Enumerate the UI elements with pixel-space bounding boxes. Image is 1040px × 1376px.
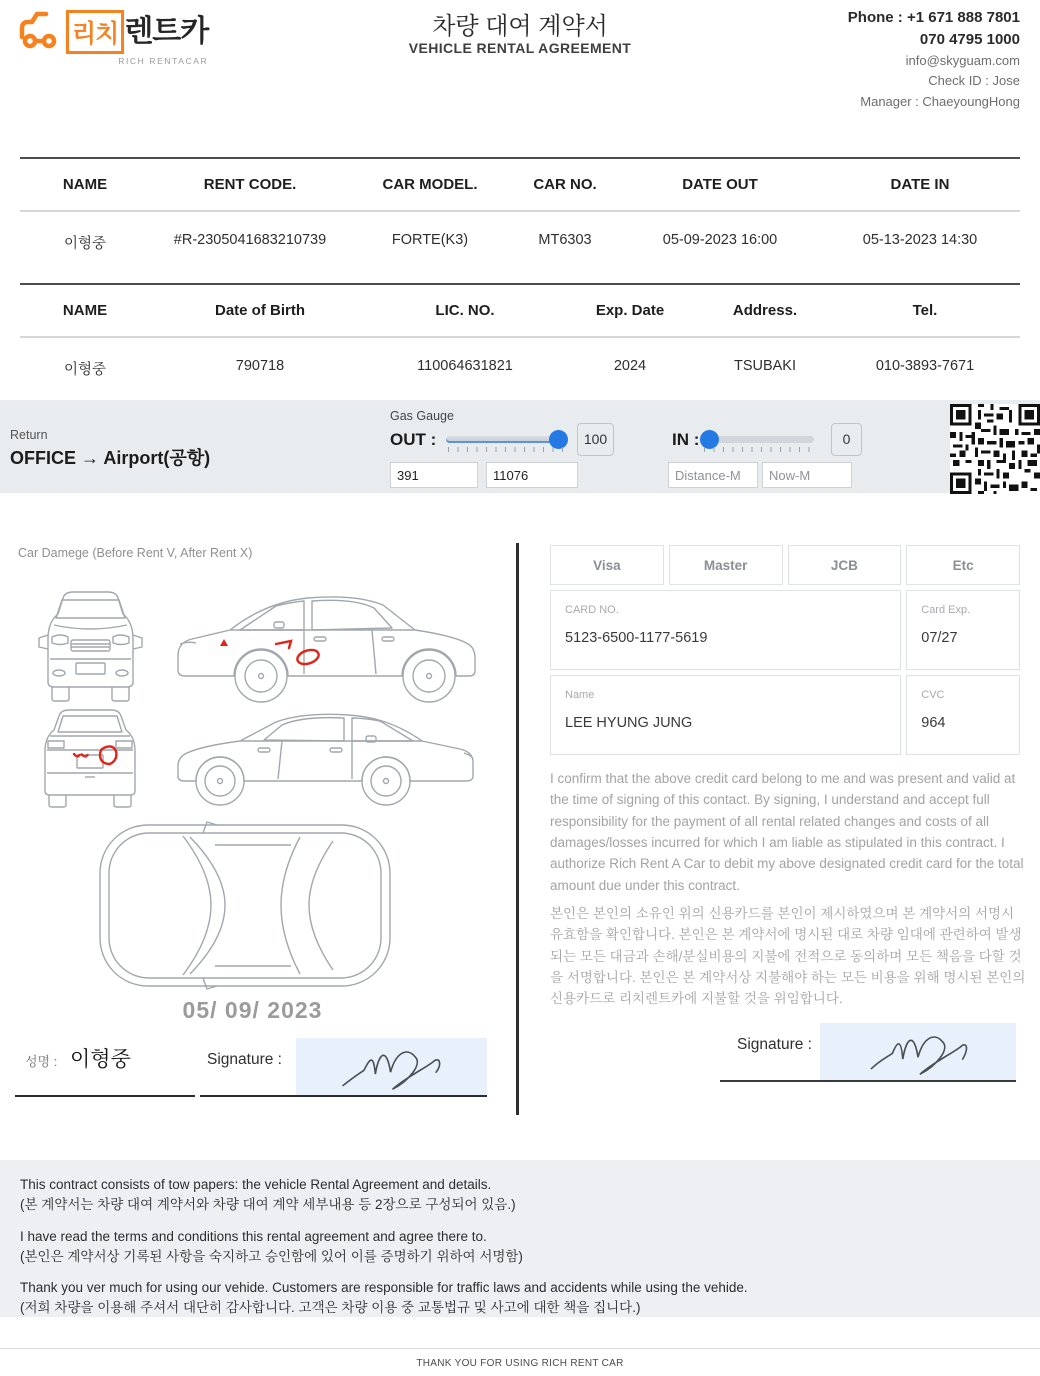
credit-card-panel — [550, 545, 1020, 755]
col-header: Tel. — [912, 302, 938, 319]
col-header: NAME — [62, 302, 108, 319]
date-in: 05-13-2023 14:30 — [862, 232, 978, 248]
terms-line-kr: (본인은 계약서상 기록된 사항을 숙지하고 승인함에 있어 이를 증명하기 위하여 서명함) — [20, 1248, 523, 1264]
name-label: 성명 : — [25, 1054, 58, 1069]
manager-name: Manager : ChaeyoungHong — [860, 94, 1020, 110]
col-header: CAR MODEL. — [382, 176, 478, 193]
column-divider — [516, 543, 519, 1115]
gauge-out-ticks — [448, 447, 566, 452]
car-front-view — [28, 583, 153, 703]
signature-pad-right[interactable] — [820, 1023, 1016, 1080]
col-header: NAME — [62, 176, 108, 193]
return-route: OFFICE → Airport(공항) — [10, 448, 211, 468]
terms-line-kr: (저희 차량을 이용해 주셔서 대단히 감사합니다. 고객은 차량 이용 중 교통법규 및 사고에 대한 책을 집니다.) — [20, 1300, 641, 1316]
rental-table-data-row — [20, 212, 1020, 273]
gauge-in-ticks — [704, 447, 816, 452]
signature-label-left: Signature : — [207, 1051, 282, 1068]
gas-gauge-label: Gas Gauge — [390, 409, 454, 423]
signature-stroke — [871, 1037, 966, 1074]
signature-underline-left — [200, 1095, 487, 1097]
col-header: RENT CODE. — [203, 176, 297, 193]
col-header: CAR NO. — [533, 176, 597, 193]
phone-number-2: 070 4795 1000 — [919, 30, 1020, 48]
driver-address: TSUBAKI — [733, 358, 797, 374]
card-number-label: CARD NO. — [565, 604, 619, 616]
driver-info-table — [20, 283, 1020, 399]
car-damage-label: Car Damege (Before Rent V, After Rent X) — [18, 546, 253, 560]
col-header: DATE IN — [890, 176, 950, 193]
return-label: Return — [10, 428, 48, 442]
thank-you-note: THANK YOU FOR USING RICH RENT CAR — [416, 1358, 624, 1369]
logo-text-kr-orange: 리치 — [66, 10, 124, 54]
gauge-in-label: IN : — [672, 430, 700, 449]
terms-line-en: I have read the terms and conditions this rental agreement and agree there to. — [20, 1228, 487, 1244]
signature-stroke — [343, 1052, 440, 1089]
terms-line-en: Thank you ver much for using our vehide. Customers are responsible for traffic laws and accidents while using the vehide. — [20, 1280, 748, 1295]
card-cvc-value: 964 — [921, 715, 946, 731]
card-exp-value: 07/27 — [921, 630, 958, 646]
email-address: info@skyguam.com — [905, 52, 1020, 68]
bottom-divider — [0, 1348, 1040, 1349]
out-distance-input[interactable] — [390, 462, 478, 488]
col-header: Address. — [732, 302, 798, 319]
card-number-field[interactable] — [550, 590, 901, 670]
card-type-tab-visa[interactable]: Visa — [550, 545, 664, 585]
car-rear-view — [30, 703, 150, 808]
check-id: Check ID : Jose — [928, 73, 1020, 89]
card-type-tab-jcb[interactable]: JCB — [788, 545, 902, 585]
phone-number-1: Phone : +1 671 888 7801 — [847, 9, 1020, 26]
date-of-birth: 790718 — [235, 358, 285, 374]
car-side-view-right — [170, 700, 480, 808]
confirmation-text-korean: 본인은 본인의 소유인 위의 신용카드를 본인이 제시하였으며 본 계약서의 서명시 유효함을 확인합니다. 본인은 본 계약서에 명시된 대로 차량 임대에 관련하여 발생되는 모든 대금과 손해/분실비용의 지불에 전적으로 동의하며 모든 책음을 다할 것을 서명합니다. 본인은 본 계약서상 지불해야 하는 모든 비용을 위해 명시된 본인의 신용카드로 리치렌트카에 지불할 것을 위임합니다. — [550, 906, 1026, 1007]
out-odometer-input[interactable] — [486, 462, 578, 488]
driver-table-data-row — [20, 338, 1020, 399]
gauge-in-value: 0 — [831, 423, 862, 456]
card-cvc-field[interactable] — [906, 675, 1020, 755]
logo-text-kr-black: 렌트카 — [124, 15, 209, 48]
card-holder-value: LEE HYUNG JUNG — [565, 715, 693, 731]
col-header: LIC. NO. — [435, 302, 495, 319]
renter-name: 이형중 — [63, 236, 107, 252]
col-header: Date of Birth — [215, 302, 305, 319]
col-header: Exp. Date — [595, 302, 665, 319]
card-type-tab-etc[interactable]: Etc — [906, 545, 1020, 585]
signer-name: 이형중 — [70, 1048, 131, 1071]
rental-info-table — [20, 157, 1020, 273]
driver-name: 이형중 — [63, 362, 107, 378]
terms-footer — [0, 1160, 1040, 1317]
card-number-value: 5123-6500-1177-5619 — [565, 630, 708, 646]
qr-code — [950, 404, 1040, 494]
contact-block — [848, 7, 1020, 113]
col-header: DATE OUT — [682, 176, 758, 193]
damage-mark-fender — [220, 639, 228, 646]
page-title-korean: 차량 대여 계약서 — [432, 13, 608, 40]
signature-label-right: Signature : — [737, 1036, 812, 1053]
terms-line-kr: (본 계약서는 차량 대여 계약서와 차량 대여 계약 세부내용 등 2장으로 구성되어 있음.) — [20, 1197, 516, 1213]
car-top-view — [95, 818, 395, 993]
car-side-view-left — [168, 578, 483, 708]
rent-code: #R-2305041683210739 — [173, 232, 327, 248]
in-distance-input[interactable] — [668, 462, 758, 488]
in-odometer-input[interactable] — [762, 462, 852, 488]
terms-line-en: This contract consists of tow papers: the vehicle Rental Agreement and details. — [20, 1177, 492, 1192]
name-underline — [15, 1095, 195, 1097]
card-holder-field[interactable] — [550, 675, 901, 755]
driver-table-header-row — [20, 283, 1020, 338]
terms-pair — [20, 1278, 1020, 1319]
card-holder-label: Name — [565, 689, 595, 701]
page-title-english: VEHICLE RENTAL AGREEMENT — [408, 40, 632, 56]
signature-underline-right — [720, 1080, 1016, 1082]
license-number: 110064631821 — [417, 358, 513, 374]
contract-date: 05/ 09/ 2023 — [182, 997, 323, 1023]
license-exp-date: 2024 — [613, 358, 647, 374]
card-type-tab-master[interactable]: Master — [669, 545, 783, 585]
terms-pair — [20, 1227, 1020, 1268]
card-exp-field[interactable] — [906, 590, 1020, 670]
card-cvc-label: CVC — [921, 689, 945, 701]
confirmation-text-english: I confirm that the above credit card belong to me and was present and valid at the time of signing of this contact. By signing, I understand and accept full responsibility for the payment of all rental related changes and costs of all damages/losses incurred for which I am liable as stipulated in this contract. I authorize Rich Rent A Car to debit my above designated credit card for the total amount due under this contract. — [550, 771, 1024, 893]
driver-phone: 010-3893-7671 — [875, 358, 975, 374]
gauge-out-slider-track[interactable] — [446, 436, 564, 443]
car-number: MT6303 — [538, 232, 592, 248]
gauge-out-label: OUT : — [390, 430, 437, 449]
logo-subtext: RICH RENTACAR — [118, 56, 209, 66]
car-model: FORTE(K3) — [391, 232, 469, 248]
rental-table-header-row — [20, 157, 1020, 212]
card-exp-label: Card Exp. — [921, 604, 971, 616]
signature-pad-left[interactable] — [296, 1038, 487, 1095]
gauge-out-value: 100 — [577, 423, 614, 456]
terms-pair — [20, 1175, 1020, 1216]
date-out: 05-09-2023 16:00 — [662, 232, 778, 248]
